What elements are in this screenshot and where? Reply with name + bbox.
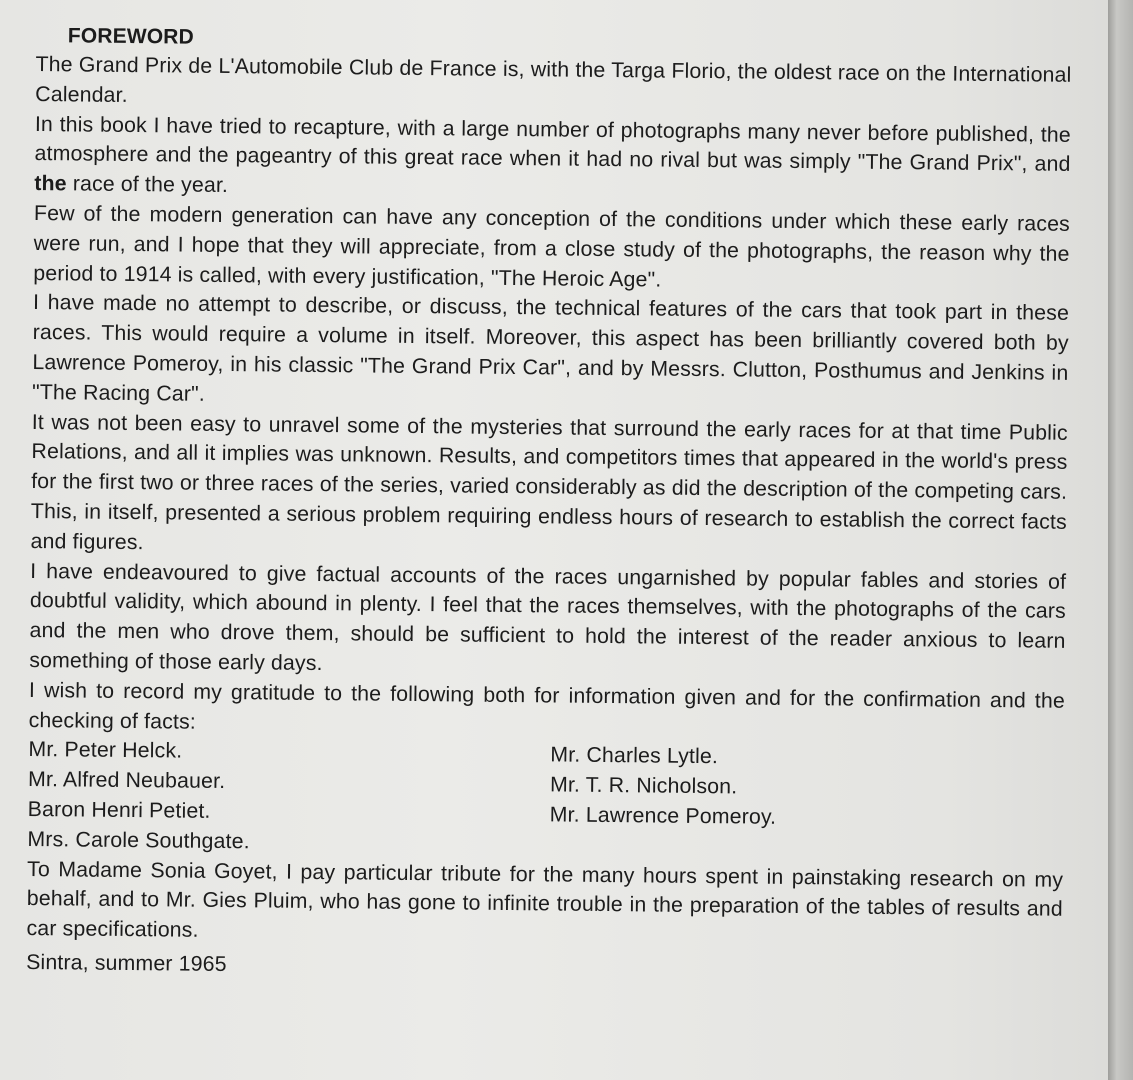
paragraph-7: I wish to record my gratitude to the following both for information given and for the confirmation and the checking of facts: [28, 677, 1066, 734]
acknowledged-person: Baron Henri Petiet. [27, 796, 211, 823]
paragraph-1: The Grand Prix de L'Automobile Club de France is, with the Targa Florio, the oldest race on the International Calendar. [35, 51, 1072, 107]
paragraph-2-emphasis: the [34, 171, 67, 196]
paragraph-2-before: In this book I have tried to recapture, with a large number of photographs many never before published, the atmosphere and the pageantry of this great race when it had no rival but was simply "The Grand Prix", and [34, 111, 1072, 177]
acknowledged-person: Mrs. Carole Southgate. [27, 826, 250, 854]
acknowledged-person: Mr. Charles Lytle. [550, 742, 719, 769]
acknowledged-person: Mr. Peter Helck. [28, 737, 183, 763]
paragraph-6: I have endeavoured to give factual accounts of the races ungarnished by popular fables and stories of doubtful validity, which abound in plenty. I feel that the races themselves, with the photographs of the cars and the men who drove them, should be sufficient to hold the interest of the reader anxious to learn something of those early days. [29, 558, 1067, 675]
page-edge [1108, 0, 1133, 1080]
paragraph-2-after: race of the year. [66, 171, 229, 198]
foreword-heading: FOREWORD [67, 24, 195, 49]
foreword-text [26, 22, 1072, 988]
paragraph-4: I have made no attempt to describe, or discuss, the technical features of the cars that took part in these races. This would require a volume in itself. Moreover, this aspect has been brilliantly covered both by Lawrence Pomeroy, in his classic "The Grand Prix Car", and by Messrs. Clutton, Posthumus and Jenkins in "The Racing Car". [32, 290, 1070, 406]
paragraph-5: It was not been easy to unravel some of the mysteries that surround the early races for at that time Public Relations, and all it implies was unknown. Results, and competitors times that appeared in the world's press for the first two or three races of the series, varied considerably as did the description of the competing cars. This, in itself, presented a serious problem requiring endless hours of research to establish the correct facts and figures. [30, 409, 1068, 554]
paragraph-2 [34, 110, 1071, 210]
acknowledged-person: Mr. T. R. Nicholson. [549, 772, 738, 799]
acknowledgement-list [27, 735, 1064, 865]
signoff: Sintra, summer 1965 [26, 949, 227, 976]
closing-paragraph: To Madame Sonia Goyet, I pay particular tribute for the many hours spent in painstaking research on my behalf, and to Mr. Gies Pluim, who has gone to infinite trouble in the preparation of the tables of results and car specifications. [26, 856, 1064, 942]
acknowledged-person: Mr. Lawrence Pomeroy. [549, 802, 777, 829]
acknowledged-person: Mr. Alfred Neubauer. [27, 767, 226, 794]
paragraph-3: Few of the modern generation can have any conception of the conditions under which these early races were run, and I hope that they will appreciate, from a close study of the photographs, the reason why the period to 1914 is called, with every justification, "The Heroic Age". [33, 200, 1071, 292]
